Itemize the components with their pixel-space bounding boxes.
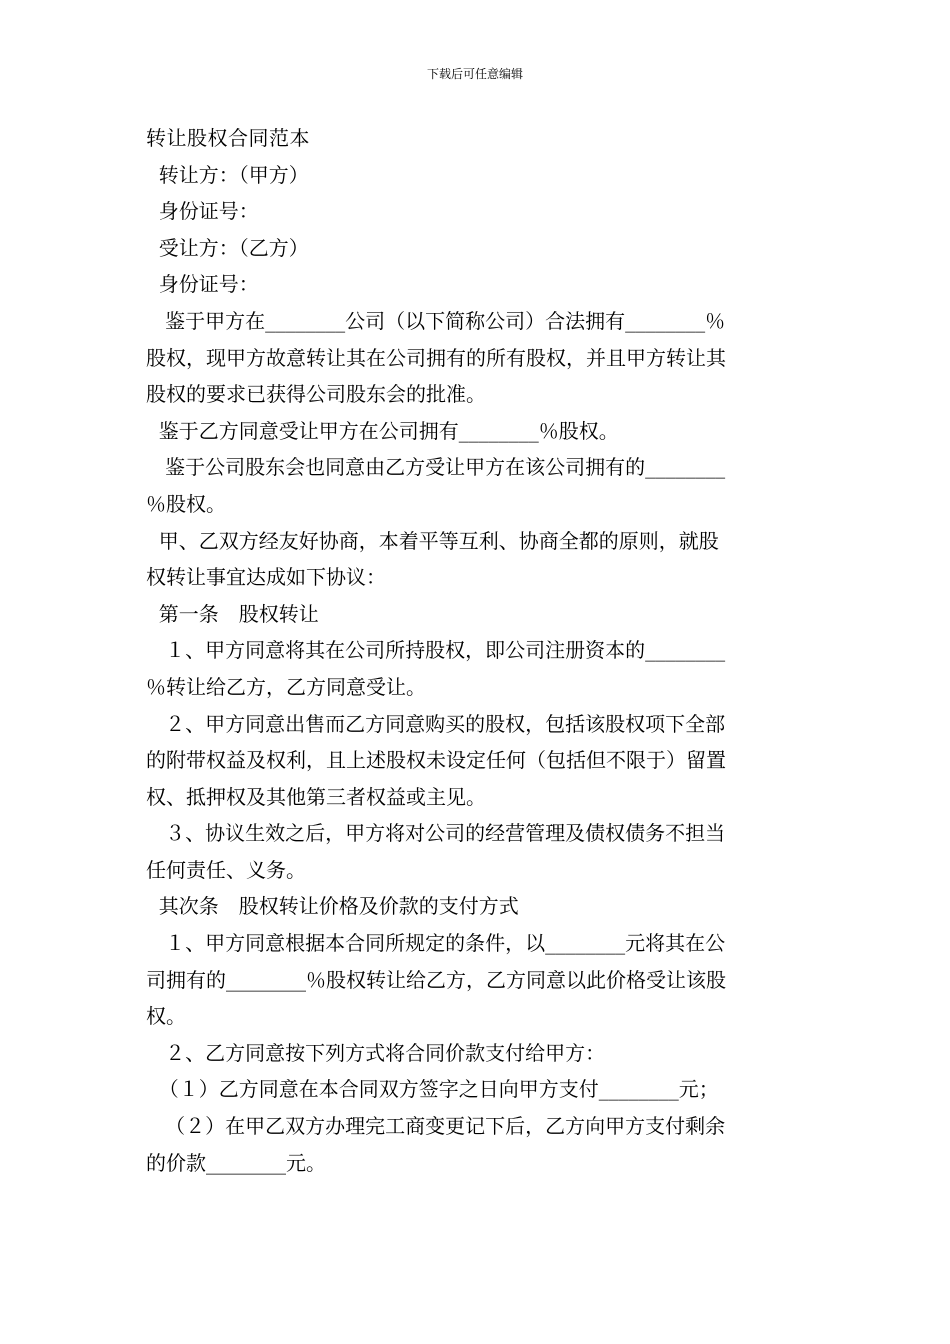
paragraph-line: 甲、乙双方经友好协商，本着平等互利、协商全都的原则，就股 — [146, 528, 719, 553]
paragraph-line: ３、协议生效之后，甲方将对公司的经营管理及债权债务不担当 — [146, 821, 726, 846]
paragraph-line: 股权，现甲方故意转让其在公司拥有的所有股权，并且甲方转让其 — [146, 345, 726, 370]
section-heading: 其次条 股权转让价格及价款的支付方式 — [146, 894, 519, 919]
paragraph-line: 鉴于乙方同意受让甲方在公司拥有________％股权。 — [146, 418, 619, 443]
paragraph-line: 的价款________元。 — [146, 1150, 326, 1175]
paragraph-line: （１）乙方同意在本合同双方签字之日向甲方支付________元； — [146, 1077, 719, 1102]
paragraph-line: 权、抵押权及其他第三者权益或主见。 — [146, 784, 486, 809]
page-header-note: 下载后可任意编辑 — [426, 67, 523, 81]
paragraph-line: ２、甲方同意出售而乙方同意购买的股权，包括该股权项下全部 — [146, 711, 726, 736]
paragraph-line: （２）在甲乙双方办理完工商变更记下后，乙方向甲方支付剩余 — [146, 1114, 726, 1139]
paragraph-line: 转让方：（甲方） — [146, 162, 309, 187]
paragraph-line: ２、乙方同意按下列方式将合同价款支付给甲方： — [146, 1040, 606, 1065]
paragraph-line: ％股权。 — [146, 491, 226, 516]
paragraph-line: 身份证号： — [146, 272, 259, 297]
paragraph-line: ％转让给乙方，乙方同意受让。 — [146, 674, 426, 699]
section-heading: 第一条 股权转让 — [146, 601, 319, 626]
paragraph-line: 受让方：（乙方） — [146, 235, 309, 260]
paragraph-line: 身份证号： — [146, 199, 259, 224]
paragraph-line: １、甲方同意根据本合同所规定的条件，以________元将其在公 — [146, 931, 726, 956]
paragraph-line: 任何责任、义务。 — [146, 857, 306, 882]
paragraph-line: 鉴于公司股东会也同意由乙方受让甲方在该公司拥有的________ — [146, 455, 726, 480]
paragraph-line: 权转让事宜达成如下协议： — [146, 565, 386, 590]
paragraph-line: 的附带权益及权利，且上述股权未设定任何（包括但不限于）留置 — [146, 748, 726, 773]
paragraph-line: 司拥有的________％股权转让给乙方，乙方同意以此价格受让该股 — [146, 967, 726, 992]
paragraph-line: 股权的要求已获得公司股东会的批准。 — [146, 382, 486, 407]
document-body — [146, 120, 810, 1181]
paragraph-line: 鉴于甲方在________公司（以下简称公司）合法拥有________％ — [146, 308, 726, 333]
paragraph-line: １、甲方同意将其在公司所持股权，即公司注册资本的________ — [146, 638, 726, 663]
paragraph-line: 权。 — [146, 1004, 186, 1029]
document-title: 转让股权合同范本 — [146, 126, 310, 150]
